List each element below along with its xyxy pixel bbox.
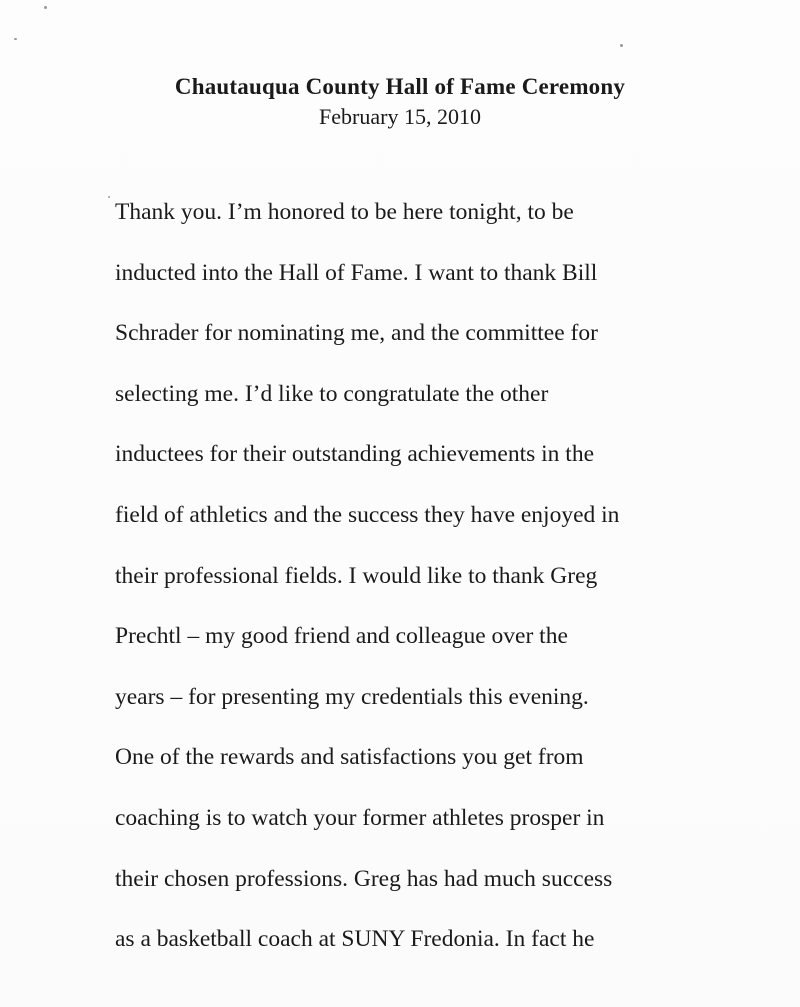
text-line: Prechtl – my good friend and colleague over the (115, 623, 568, 650)
text-line: field of athletics and the success they have enjoyed in (115, 501, 620, 528)
scan-speck (14, 38, 17, 40)
text-line: One of the rewards and satisfactions you get from (115, 744, 584, 771)
text-line: their chosen professions. Greg has had much success (115, 865, 613, 892)
text-line: inducted into the Hall of Fame. I want to thank Bill (115, 259, 598, 286)
text-line: as a basketball coach at SUNY Fredonia. In fact he (115, 926, 595, 953)
text-line: Thank you. I’m honored to be here tonight, to be (115, 199, 574, 225)
document-date: February 15, 2010 (319, 104, 481, 129)
scan-speck (108, 196, 110, 198)
text-line: inductees for their outstanding achievements in the (115, 441, 594, 468)
text-line: coaching is to watch your former athletes prosper in (115, 804, 605, 831)
text-line: years – for presenting my credentials this evening. (115, 683, 589, 710)
speech-body (115, 192, 775, 980)
text-line: selecting me. I’d like to congratulate the other (115, 380, 549, 407)
text-line: Schrader for nominating me, and the committee for (115, 320, 598, 347)
document-title: Chautauqua County Hall of Fame Ceremony (174, 74, 626, 99)
scan-speck (620, 44, 623, 47)
scan-speck (44, 6, 47, 9)
text-line: their professional fields. I would like to thank Greg (115, 562, 598, 589)
